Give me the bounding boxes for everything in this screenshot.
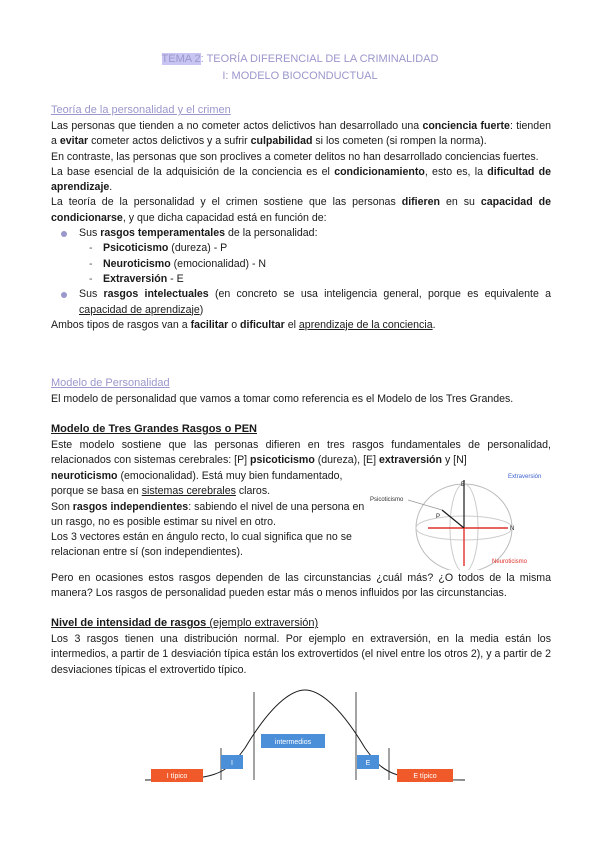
label-i: I [231, 760, 233, 767]
list-item: Sus rasgos temperamentales de la personalidad: [51, 226, 551, 241]
section1-body [51, 119, 551, 333]
label-e: E [365, 760, 371, 767]
label-p: P [436, 514, 441, 520]
section2-heading: Modelo de Personalidad [51, 377, 170, 389]
section3-paragraph-4: Pero en ocasiones estos rasgos dependen de las circunstancias ¿cuál más? ¿O todos de la misma manera? Los rasgos de personalidad pueden estar más o menos influidos por las circunstancias. [51, 572, 551, 600]
normal-distribution-figure [145, 688, 465, 786]
list-item: - Psicoticismo (dureza) - P [51, 241, 551, 256]
section2-paragraph-1: El modelo de personalidad que vamos a tomar como referencia es el Modelo de los Tres Grandes. [51, 393, 514, 405]
section3-heading: Modelo de Tres Grandes Rasgos o PEN [51, 423, 257, 435]
page-subtitle: I: MODELO BIOCONDUCTUAL [222, 70, 378, 82]
section1-paragraph-2: En contraste, las personas que son proclives a cometer delitos no han desarrollado conciencias fuertes. [51, 150, 539, 163]
label-psicoticismo: Psicoticismo [370, 497, 404, 503]
section1-paragraph-4: La teoría de la personalidad y el crimen sostiene que las personas difieren en su capacidad de condicionarse, y que dicha capacidad está en función de: [51, 196, 552, 224]
axis-p [442, 510, 464, 528]
section3-paragraph-1-rest: neuroticismo (emocionalidad). Está muy bien fundamentado, porque se basa en sistemas cerebrales claros. [51, 470, 343, 498]
page-title [0, 52, 600, 67]
label-n: N [510, 526, 515, 532]
title-rest: : TEORÍA DIFERENCIAL DE LA CRIMINALIDAD [200, 53, 439, 65]
label-neuroticismo: Neuroticismo [492, 559, 528, 565]
section4-paragraph-1: Los 3 rasgos tienen una distribución normal. Por ejemplo en extraversión, en la media están los intermedios, a partir de 1 desviación típica están los extrovertidos (el nivel entre los otros 2), y a partir de 2 desviaciones típicas el extrovertido típico. [51, 633, 551, 676]
section1-heading: Teoría de la personalidad y el crimen [51, 104, 231, 116]
label-e: E [461, 482, 466, 488]
label-i-tipico: I típico [166, 773, 188, 780]
section1-paragraph-3: La base esencial de la adquisición de la conciencia es el condicionamiento, esto es, la dificultad de aprendizaje. [51, 165, 551, 194]
list-item: - Extraversión - E [51, 272, 551, 287]
pen-model-figure [368, 470, 558, 570]
section3-paragraph-1-top: Este modelo sostiene que las personas difieren en tres rasgos fundamentales de personalidad, relacionados con sistemas cerebrales: [P] psicoticismo (dureza), [E] extraversión y [N] [51, 439, 551, 467]
section3-narrow-column [51, 469, 371, 561]
label-intermedios: intermedios [274, 739, 312, 746]
section3-paragraph-3: Los 3 vectores están en ángulo recto, lo cual significa que no se relacionan entre sí (son independientes). [51, 531, 352, 559]
section4-heading: Nivel de intensidad de rasgos (ejemplo extraversión) [51, 617, 319, 629]
section1-paragraph-1: Las personas que tienden a no cometer actos delictivos han desarrollado una conciencia fuerte: tienden a evitar cometer actos delictivos y a sufrir culpabilidad si los cometen (si rompen la norma). [51, 120, 551, 148]
label-e-tipico: E típico [413, 773, 437, 780]
label-extraversion: Extraversión [508, 474, 542, 480]
section3-paragraph-2: Son rasgos independientes: sabiendo el nivel de una persona en un rasgo, no es posible estimar su nivel en otro. [51, 500, 365, 528]
list-item: Sus rasgos intelectuales (en concreto se usa inteligencia general, porque es equivalente a capacidad de aprendizaje) [51, 287, 551, 318]
trait-list [51, 226, 551, 318]
section1-paragraph-5: Ambos tipos de rasgos van a facilitar o dificultar el aprendizaje de la conciencia. [51, 318, 436, 331]
title-highlight: TEMA 2 [161, 53, 201, 65]
list-item: - Neuroticismo (emocionalidad) - N [51, 257, 551, 272]
